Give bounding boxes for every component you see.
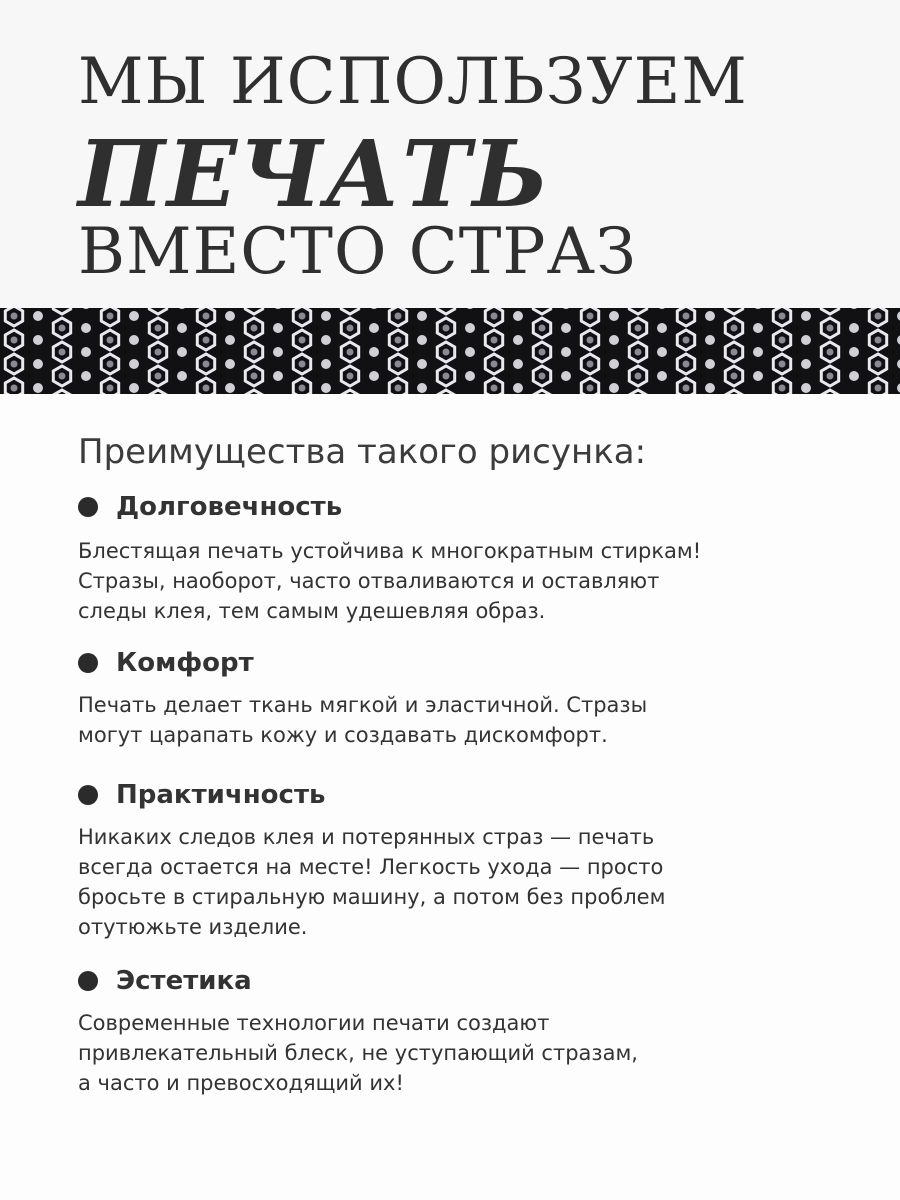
print-sparkle — [539, 373, 546, 380]
print-sparkle — [347, 325, 354, 332]
print-dot — [849, 371, 859, 381]
print-dot — [225, 311, 235, 321]
print-dot — [81, 308, 91, 309]
print-dot — [417, 359, 427, 369]
print-dot — [657, 371, 667, 381]
sequin-print-photo — [0, 308, 900, 394]
header-section — [0, 0, 900, 308]
print-sparkle — [539, 325, 546, 332]
print-dot — [609, 335, 619, 345]
print-sparkle — [491, 313, 498, 320]
print-sparkle — [491, 337, 498, 344]
item-text-aesthetics: Современные технологии печати создают привлекательный блеск, не уступающий стразам, а часто и превосходящий их! — [78, 1011, 638, 1095]
print-sparkle — [299, 385, 306, 392]
print-dot — [225, 383, 235, 393]
print-dot — [561, 323, 571, 333]
item-title-text: Комфорт — [116, 648, 254, 678]
print-sparkle — [299, 361, 306, 368]
print-hexagon — [821, 308, 838, 314]
print-dot — [849, 323, 859, 333]
print-sparkle — [587, 385, 594, 392]
print-hexagon — [341, 308, 358, 314]
heading-line-1: МЫ ИСПОЛЬЗУЕМ — [78, 45, 748, 119]
advantages-subtitle: Преимущества такого рисунка: — [78, 432, 647, 472]
item-title-aesthetics — [78, 966, 252, 996]
print-dot — [321, 335, 331, 345]
print-dot — [465, 371, 475, 381]
print-dot — [129, 335, 139, 345]
item-title-text: Долговечность — [116, 492, 343, 522]
print-dot — [801, 359, 811, 369]
item-title-text: Эстетика — [116, 966, 252, 996]
print-sparkle — [251, 373, 258, 380]
print-sparkle — [587, 313, 594, 320]
print-dot — [753, 371, 763, 381]
print-sparkle — [203, 361, 210, 368]
print-dot — [849, 308, 859, 309]
item-text-durability: Блестящая печать устойчива к многократным стиркам! Стразы, наоборот, часто отваливаются и оставляют следы клея, тем самым удешевляя образ. — [78, 539, 702, 623]
print-sparkle — [827, 373, 834, 380]
print-dot — [177, 308, 187, 309]
print-sparkle — [827, 325, 834, 332]
bullet-dot-icon — [78, 653, 98, 673]
print-sparkle — [11, 385, 18, 392]
print-sparkle — [107, 361, 114, 368]
print-sparkle — [683, 337, 690, 344]
print-dot — [273, 347, 283, 357]
print-sparkle — [107, 337, 114, 344]
print-dot — [705, 383, 715, 393]
print-dot — [321, 359, 331, 369]
item-text-comfort: Печать делает ткань мягкой и эластичной. Стразы могут царапать кожу и создавать дискомфорт. — [78, 693, 648, 747]
print-sparkle — [11, 337, 18, 344]
print-dot — [369, 323, 379, 333]
print-sparkle — [395, 361, 402, 368]
print-dot — [753, 347, 763, 357]
print-dot — [657, 308, 667, 309]
print-hexagon — [533, 308, 550, 314]
print-sparkle — [875, 385, 882, 392]
print-dot — [513, 383, 523, 393]
print-dot — [705, 335, 715, 345]
item-title-durability — [78, 492, 342, 522]
print-dot — [753, 323, 763, 333]
item-title-comfort — [78, 648, 254, 678]
print-sparkle — [203, 385, 210, 392]
print-sparkle — [347, 373, 354, 380]
heading-line-2: ПЕЧАТЬ — [78, 120, 551, 228]
print-dot — [417, 335, 427, 345]
print-dot — [513, 311, 523, 321]
print-dot — [657, 323, 667, 333]
print-sparkle — [299, 313, 306, 320]
print-sparkle — [155, 349, 162, 356]
print-sparkle — [683, 385, 690, 392]
print-sparkle — [491, 385, 498, 392]
print-dot — [753, 308, 763, 309]
print-sparkle — [395, 337, 402, 344]
print-sparkle — [155, 325, 162, 332]
print-dot — [81, 347, 91, 357]
print-dot — [81, 323, 91, 333]
item-text-practicality: Никаких следов клея и потерянных страз — печать всегда остается на месте! Легкость ухода — просто бросьте в стиральную машину, а потом без проблем отутюжьте изделие. — [78, 825, 666, 939]
print-sparkle — [251, 349, 258, 356]
print-dot — [129, 383, 139, 393]
print-dot — [177, 323, 187, 333]
bullet-dot-icon — [78, 785, 98, 805]
print-dot — [369, 371, 379, 381]
print-sparkle — [107, 313, 114, 320]
print-sparkle — [59, 349, 66, 356]
bullet-dot-icon — [78, 497, 98, 517]
print-dot — [609, 311, 619, 321]
print-sparkle — [779, 313, 786, 320]
print-dot — [273, 308, 283, 309]
print-dot — [417, 311, 427, 321]
print-dot — [513, 335, 523, 345]
item-title-text: Практичность — [116, 780, 326, 810]
print-sparkle — [587, 337, 594, 344]
print-sparkle — [827, 349, 834, 356]
print-dot — [129, 359, 139, 369]
print-sparkle — [731, 325, 738, 332]
print-dot — [705, 311, 715, 321]
print-sparkle — [635, 325, 642, 332]
print-sparkle — [203, 337, 210, 344]
heading-line-3: ВМЕСТО СТРАЗ — [78, 215, 637, 289]
print-dot — [33, 311, 43, 321]
print-hexagon — [437, 308, 454, 314]
print-hexagon — [53, 308, 70, 314]
print-dot — [369, 347, 379, 357]
print-hexagon — [245, 308, 262, 314]
print-dot — [801, 311, 811, 321]
print-dot — [849, 347, 859, 357]
print-dot — [465, 323, 475, 333]
print-sparkle — [587, 361, 594, 368]
print-sparkle — [443, 325, 450, 332]
print-sparkle — [779, 385, 786, 392]
print-dot — [321, 311, 331, 321]
print-dot — [465, 308, 475, 309]
print-sparkle — [779, 337, 786, 344]
print-sparkle — [443, 373, 450, 380]
print-sparkle — [683, 361, 690, 368]
print-dot — [657, 347, 667, 357]
print-sparkle — [635, 349, 642, 356]
print-sparkle — [395, 385, 402, 392]
print-dot — [561, 308, 571, 309]
print-dot — [225, 335, 235, 345]
print-sparkle — [731, 373, 738, 380]
print-dot — [369, 308, 379, 309]
bullet-dot-icon — [78, 971, 98, 991]
print-dot — [465, 347, 475, 357]
print-sparkle — [443, 349, 450, 356]
print-sparkle — [395, 313, 402, 320]
print-dot — [609, 383, 619, 393]
print-dot — [33, 359, 43, 369]
print-sparkle — [59, 373, 66, 380]
print-dot — [273, 371, 283, 381]
print-dot — [33, 383, 43, 393]
print-sparkle — [11, 313, 18, 320]
print-dot — [561, 347, 571, 357]
print-sparkle — [683, 313, 690, 320]
print-sparkle — [11, 361, 18, 368]
print-dot — [513, 359, 523, 369]
print-sparkle — [731, 349, 738, 356]
print-dot — [609, 359, 619, 369]
hexagon-print-pattern — [0, 308, 900, 394]
print-sparkle — [107, 385, 114, 392]
print-sparkle — [539, 349, 546, 356]
print-sparkle — [251, 325, 258, 332]
print-dot — [177, 371, 187, 381]
print-dot — [705, 359, 715, 369]
print-hexagon — [149, 308, 166, 314]
print-dot — [81, 371, 91, 381]
print-sparkle — [59, 325, 66, 332]
print-hexagon — [725, 308, 742, 314]
print-dot — [225, 359, 235, 369]
print-sparkle — [779, 361, 786, 368]
print-dot — [33, 335, 43, 345]
print-sparkle — [299, 337, 306, 344]
print-sparkle — [875, 313, 882, 320]
item-title-practicality — [78, 780, 325, 810]
print-dot — [417, 383, 427, 393]
print-sparkle — [491, 361, 498, 368]
print-dot — [801, 335, 811, 345]
print-sparkle — [347, 349, 354, 356]
print-dot — [801, 383, 811, 393]
print-hexagon — [629, 308, 646, 314]
print-sparkle — [875, 361, 882, 368]
print-sparkle — [635, 373, 642, 380]
print-dot — [177, 347, 187, 357]
print-dot — [321, 383, 331, 393]
print-dot — [129, 311, 139, 321]
print-dot — [273, 323, 283, 333]
print-dot — [561, 371, 571, 381]
print-sparkle — [203, 313, 210, 320]
print-sparkle — [875, 337, 882, 344]
print-sparkle — [155, 373, 162, 380]
